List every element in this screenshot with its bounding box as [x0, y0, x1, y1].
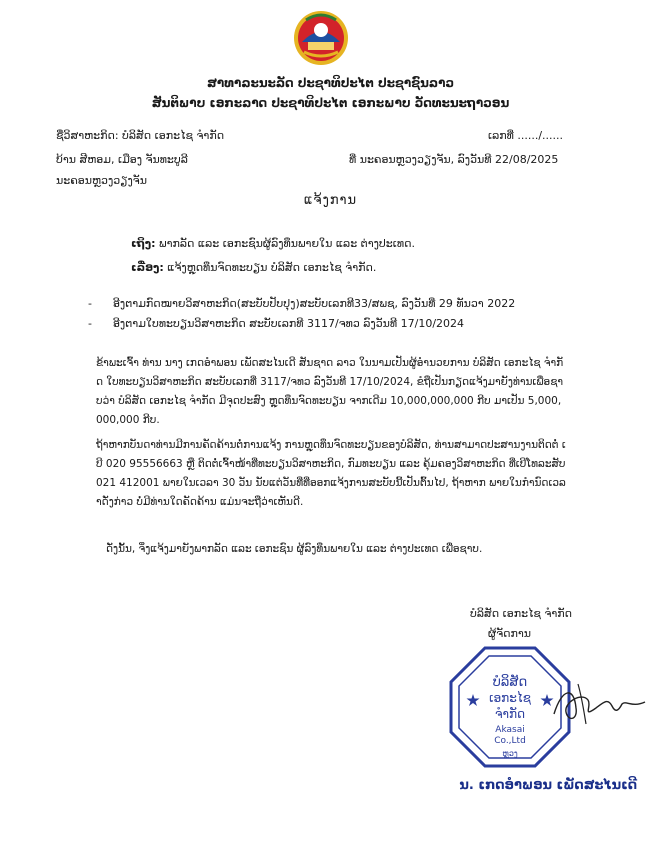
- reference-text: ອີງຕາມກົດໝາຍວິສາຫະກິດ(ສະບັບປັບປຸງ)ສະບັບເລກທີ33/ສພຊ, ລົງວັນທີ່ 29 ທັນວາ 2022: [112, 297, 516, 310]
- to-text: ພາກລັດ ແລະ ເອກະຊົນຜູ້ລົງທຶນພາຍໃນ ແລະ ຕ່າງປະເທດ.: [155, 237, 415, 250]
- stamp-line3: ຈຳກັດ: [494, 707, 526, 721]
- signature-position: ຜູ້ຈັດການ: [488, 627, 532, 640]
- sender-address-line1: ບ້ານ ສີຫອມ, ເມືອງ ຈັນທະບູລີ: [56, 153, 188, 166]
- sender-company: ຊື່ວິສາຫະກິດ: ບໍລິສັດ ເອກະໄຊ ຈໍາກັດ: [56, 129, 225, 142]
- republic-heading: ສາທາລະນະລັດ ປະຊາທິປະໄຕ ປະຊາຊົນລາວ: [206, 76, 455, 90]
- stamp-star-icon: [467, 694, 480, 706]
- stamp-latin2: Co.,Ltd: [494, 736, 526, 746]
- stamp-line2: ເອກະໄຊ: [489, 691, 531, 705]
- sender-address-line2: ນະຄອນຫຼວງວຽງຈັນ: [56, 174, 147, 187]
- reference-item: - ອີງຕາມກົດໝາຍວິສາຫະກິດ(ສະບັບປັບປຸງ)ສະບັບເລກທີ33/ສພຊ, ລົງວັນທີ່ 29 ທັນວາ 2022: [88, 297, 516, 310]
- document-title: ແຈ້ງການ: [303, 193, 358, 208]
- subject-text: ແຈ້ງຫຼຸດທຶນຈົດທະບຽນ ບໍລິສັດ ເອກະໄຊ ຈຳກັດ.: [163, 261, 377, 274]
- body-paragraph-2: ຖ້າຫາກບັນດາທ່ານມີການຄັດຄ້ານຕໍ່ການແຈ້ງ ການຫຼຸດທຶນຈົດທະບຽນຂອງບໍລິສັດ, ທ່ານສາມາດປະສານງານຕິດຕໍ່ ເບີ 020 95556663 ຫຼື ຕິດຕໍ່ເຈົ້າໜ້າທີ່ທະບຽນວິສາຫະກິດ, ກົມທະບຽນ ແລະ ຄຸ້ມຄອງວິສາຫະກິດ ທີ່ເບີໂທລະສັບ 021 412001 ພາຍໃນເວລາ 30 ວັນ ນັບແຕ່ວັນທີ່ທີ່ອອກແຈ້ງການສະບັບນີ້ເປັນຕົ້ນໄປ, ຖ້າຫາກ ພາຍໃນກຳນົດເວລາດັ່ງກ່າວ ບໍ່ມີທ່ານໃດຄັດຄ້ານ ແມ່ນຈະຖືວ່າເຫັນດີ.: [96, 439, 566, 508]
- to-line: [131, 236, 415, 251]
- to-label: ເຖິງ:: [131, 237, 156, 250]
- stamp-latin1: Akasai: [495, 725, 525, 735]
- subject-label: ເລື່ອງ:: [131, 261, 164, 274]
- signature-company: ບໍລິສັດ ເອກະໄຊ ຈໍາກັດ: [470, 607, 573, 620]
- body-paragraph-1: ຂ້າພະເຈົ້າ ທ່ານ ນາງ ເກດອຳພອນ ເພັດສະໄນເດີ ສັນຊາດ ລາວ ໃນນາມເປັນຜູ້ອຳນວຍການ ບໍລິສັດ ເອກະໄຊ ຈໍາກັດ ໃບທະບຽນວິສາຫະກິດ ສະບັບເລກທີ່ 3117/ຈທວ ລົງວັນທີ 17/10/2024, ຂໍຖືເປັນກຽດແຈ້ງມາຍັງທ່ານເພື່ອຊາບວ່າ ບໍລິສັດ ເອກະໄຊ ຈຳກັດ ມີຈຸດປະສົງ ຫຼຸດທຶນຈົດທະບຽນ ຈາກເດີມ 10,000,000,000 ກີບ ມາເປັນ 5,000,000,000 ກີບ.: [96, 357, 564, 426]
- national-motto: ສັນຕິພາບ ເອກະລາດ ປະຊາທິປະໄຕ ເອກະພາບ ວັດທະນະຖາວອນ: [151, 96, 510, 110]
- subject-line: [131, 260, 376, 275]
- reference-text: ອີງຕາມໃບທະບຽນວິສາຫະກິດ ສະບັບເລກທີ 3117/ຈທວ ລົງວັນທີ 17/10/2024: [112, 317, 465, 330]
- stamp-line1: ບໍລິສັດ: [492, 675, 528, 690]
- body-paragraph-3: ດັ່ງນັ້ນ, ຈິ່ງແຈ້ງມາຍັງພາກລັດ ແລະ ເອກະຊົນ ຜູ້ລົງທຶນພາຍໃນ ແລະ ຕ່າງປະເທດ ເພື່ອຊາບ.: [106, 543, 483, 555]
- lao-national-emblem-icon: [292, 8, 350, 68]
- handwritten-signature: [552, 678, 647, 728]
- place-date: ທີ່ ນະຄອນຫຼວງວຽງຈັນ, ລົງວັນທີ 22/08/2025: [349, 153, 559, 166]
- signer-name: ນ. ເກດອຳພອນ ເພັດສະໄນເດີ: [459, 778, 637, 793]
- reference-item: - ອີງຕາມໃບທະບຽນວິສາຫະກິດ ສະບັບເລກທີ 3117/ຈທວ ລົງວັນທີ 17/10/2024: [88, 317, 465, 330]
- stamp-city: ຫຼວງ: [502, 749, 518, 758]
- document-number: ເລກທີ່ ....../......: [488, 129, 564, 142]
